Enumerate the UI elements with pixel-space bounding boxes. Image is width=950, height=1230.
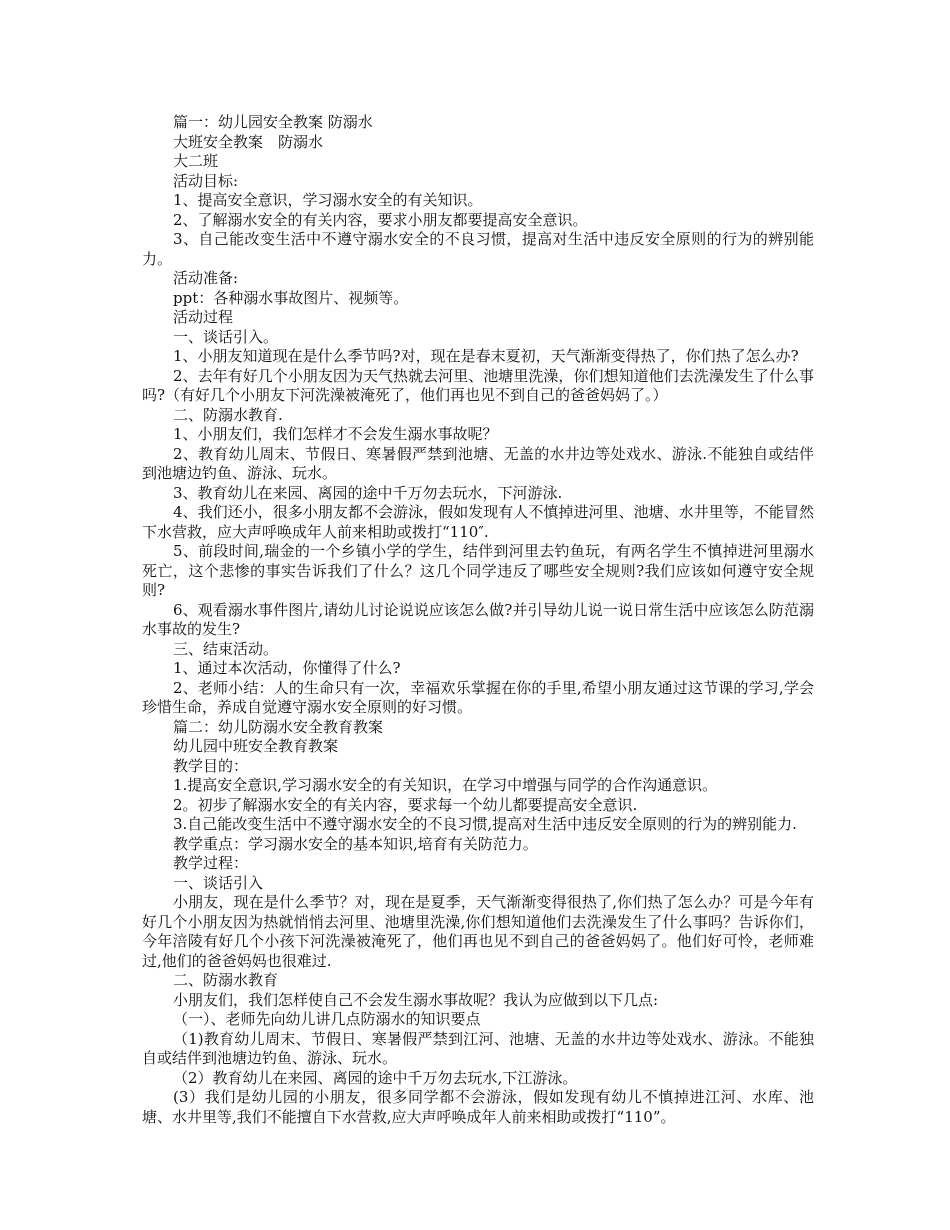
- section-label: 活动准备:: [173, 269, 239, 287]
- paragraph: 2、教育幼儿周末、节假日、寒暑假严禁到池塘、无盖的水井边等处戏水、游泳.不能独自或结伴到池塘边钓鱼、游泳、玩水。: [142, 444, 814, 482]
- paragraph: 小朋友，现在是什么季节？对，现在是夏季，天气渐渐变得很热了,你们热了怎么办？可是今年有好几个小朋友因为热就悄悄去河里、池塘里洗澡,你们想知道他们去洗澡发生了什么事吗？告诉你们，今年涪陵有好几个小孩下河洗澡被淹死了，他们再也见不到自己的爸爸妈妈了。他们好可怜，老师难过,他们的爸爸妈妈也很难过.: [142, 893, 814, 970]
- subtitle: 大班安全教案 防溺水: [173, 132, 324, 151]
- section-label: 教学过程：: [173, 854, 249, 872]
- paragraph: （一）、老师先向幼儿讲几点防溺水的知识要点: [173, 1010, 481, 1028]
- section-heading: 二、防溺水教育: [173, 971, 279, 989]
- paragraph: 1、小朋友知道现在是什么季节吗?对，现在是春末夏初，天气渐渐变得热了，你们热了怎么办?: [173, 347, 799, 365]
- section-heading: 三、结束活动。: [173, 639, 279, 658]
- section-heading: 一、谈话引入。: [173, 327, 279, 346]
- paragraph: 2、老师小结：人的生命只有一次，幸福欢乐掌握在你的手里,希望小朋友通过这节课的学习,学会珍惜生命，养成自觉遵守溺水安全原则的好习惯。: [142, 678, 814, 716]
- paragraph: 4、我们还小，很多小朋友都不会游泳，假如发现有人不慎掉进河里、池塘、水井里等，不能冒然下水营救，应大声呼唤成年人前来相助或拨打“110″.: [142, 503, 814, 541]
- section-heading: 二、防溺水教育.: [173, 405, 283, 424]
- paragraph: ppt：各种溺水事故图片、视频等。: [173, 288, 409, 307]
- heading-part-one: 篇一：幼儿园安全教案 防溺水: [173, 113, 373, 131]
- paragraph: 3、教育幼儿在来园、离园的途中千万勿去玩水，下河游泳.: [173, 483, 563, 502]
- heading-part-two: 篇二：幼儿防溺水安全教育教案: [173, 717, 384, 736]
- section-label: 活动过程: [173, 308, 234, 326]
- subtitle: 幼儿园中班安全教育教案: [173, 737, 339, 755]
- paragraph: 1、提高安全意识，学习溺水安全的有关知识。: [173, 191, 483, 209]
- section-label: 教学目的：: [173, 756, 249, 775]
- document-body: [142, 113, 814, 1127]
- paragraph: 1、小朋友们，我们怎样才不会发生溺水事故呢？: [173, 425, 498, 443]
- paragraph: (3）我们是幼儿园的小朋友，很多同学都不会游泳，假如发现有幼儿不慎掉进江河、水库、池塘、水井里等,我们不能擅自下水营救,应大声呼唤成年人前来相助或拨打“110”。: [142, 1088, 814, 1126]
- paragraph: 3.自己能改变生活中不遵守溺水安全的不良习惯,提高对生活中违反安全原则的行为的辨别能力.: [173, 815, 797, 833]
- paragraph: 教学重点：学习溺水安全的基本知识,培育有关防范力。: [173, 834, 538, 853]
- paragraph: （1)教育幼儿周末、节假日、寒暑假严禁到江河、池塘、无盖的水井边等处戏水、游泳。不能独自或结伴到池塘边钓鱼、游泳、玩水。: [142, 1029, 814, 1067]
- paragraph: 3、自己能改变生活中不遵守溺水安全的不良习惯，提高对生活中违反安全原则的行为的辨别能力。: [142, 230, 814, 268]
- paragraph: 5、前段时间,瑞金的一个乡镇小学的学生，结伴到河里去钓鱼玩，有两名学生不慎掉进河里溺水死亡，这个悲惨的事实告诉我们了什么？这几个同学违反了哪些安全规则?我们应该如何遵守安全规则?: [142, 542, 814, 599]
- paragraph: 1、通过本次活动，你懂得了什么?: [173, 659, 401, 677]
- section-label: 活动目标:: [173, 171, 239, 190]
- paragraph: 1.提高安全意识,学习溺水安全的有关知识，在学习中增强与同学的合作沟通意识。: [173, 776, 718, 794]
- paragraph: 2。初步了解溺水安全的有关内容，要求每一个幼儿都要提高安全意识.: [173, 795, 638, 814]
- paragraph: 小朋友们，我们怎样使自己不会发生溺水事故呢？我认为应做到以下几点:: [173, 990, 659, 1009]
- paragraph: （2）教育幼儿在来园、离园的途中千万勿去玩水,下江游泳。: [173, 1068, 578, 1087]
- class-name: 大二班: [173, 152, 219, 170]
- section-heading: 一、谈话引入: [173, 873, 264, 892]
- paragraph: 2、了解溺水安全的有关内容，要求小朋友都要提高安全意识。: [173, 210, 588, 229]
- paragraph: 6、观看溺水事件图片,请幼儿讨论说说应该怎么做?并引导幼儿说一说日常生活中应该怎么防范溺水事故的发生?: [142, 600, 814, 638]
- paragraph: 2、去年有好几个小朋友因为天气热就去河里、池塘里洗澡，你们想知道他们去洗澡发生了什么事吗?（有好几个小朋友下河洗澡被淹死了，他们再也见不到自己的爸爸妈妈了。）: [142, 366, 814, 404]
